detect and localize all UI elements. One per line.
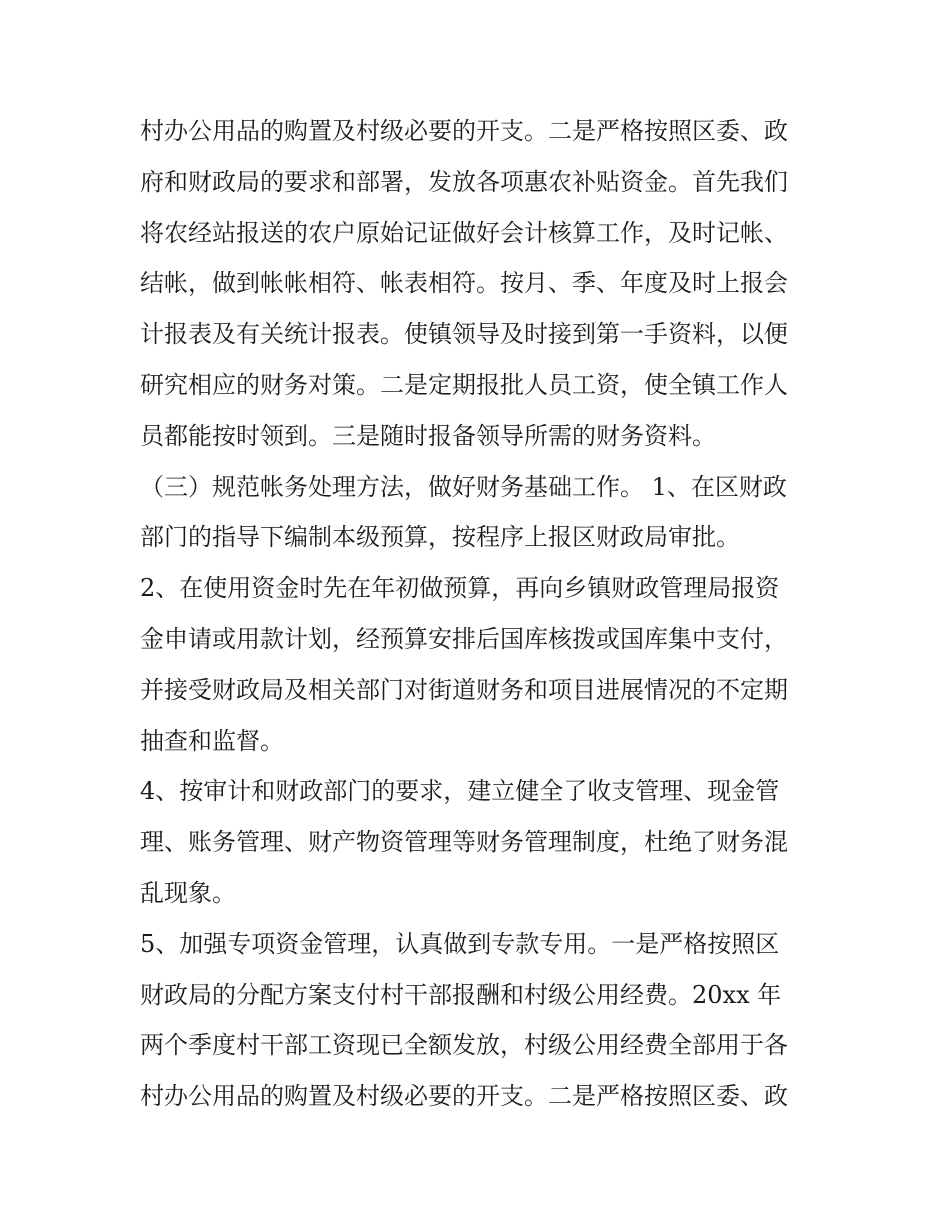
text-line: 研究相应的财务对策。二是定期报批人员工资，使全镇工作人: [140, 370, 788, 399]
numbered-item-line: 4、按审计和财政部门的要求，建立健全了收支管理、现金管: [140, 777, 780, 806]
text-line: 结帐，做到帐帐相符、帐表相符。按月、季、年度及时上报会: [140, 269, 788, 298]
text-line: 部门的指导下编制本级预算，按程序上报区财政局审批。: [140, 523, 740, 552]
text-line: 村办公用品的购置及村级必要的开支。二是严格按照区委、政: [140, 1082, 788, 1111]
section-heading-line: （三）规范帐务处理方法，做好财务基础工作。 1、在区财政: [140, 472, 787, 501]
text-line: 乱现象。: [140, 878, 236, 907]
text-line: 两个季度村干部工资现已全额发放，村级公用经费全部用于各: [140, 1031, 788, 1060]
text-line: 理、账务管理、财产物资管理等财务管理制度，杜绝了财务混: [140, 828, 788, 857]
text-line: 金申请或用款计划，经预算安排后国库核拨或国库集中支付，: [140, 624, 788, 653]
numbered-item-line: 2、在使用资金时先在年初做预算，再向乡镇财政管理局报资: [140, 574, 780, 603]
text-line: 计报表及有关统计报表。使镇领导及时接到第一手资料，以便: [140, 320, 788, 349]
text-line: 村办公用品的购置及村级必要的开支。二是严格按照区委、政: [140, 117, 788, 145]
text-line: 员都能按时领到。三是随时报备领导所需的财务资料。: [140, 421, 716, 450]
text-line: 并接受财政局及相关部门对街道财务和项目进展情况的不定期: [140, 675, 788, 704]
text-line: 财政局的分配方案支付村干部报酬和村级公用经费。20xx 年: [140, 980, 782, 1009]
text-line: 抽查和监督。: [140, 726, 284, 755]
body-text: [140, 106, 820, 1122]
text-line: 将农经站报送的农户原始记证做好会计核算工作，及时记帐、: [140, 218, 788, 247]
text-line: 府和财政局的要求和部署，发放各项惠农补贴资金。首先我们: [140, 167, 788, 196]
numbered-item-line: 5、加强专项资金管理，认真做到专款专用。一是严格按照区: [140, 929, 780, 958]
